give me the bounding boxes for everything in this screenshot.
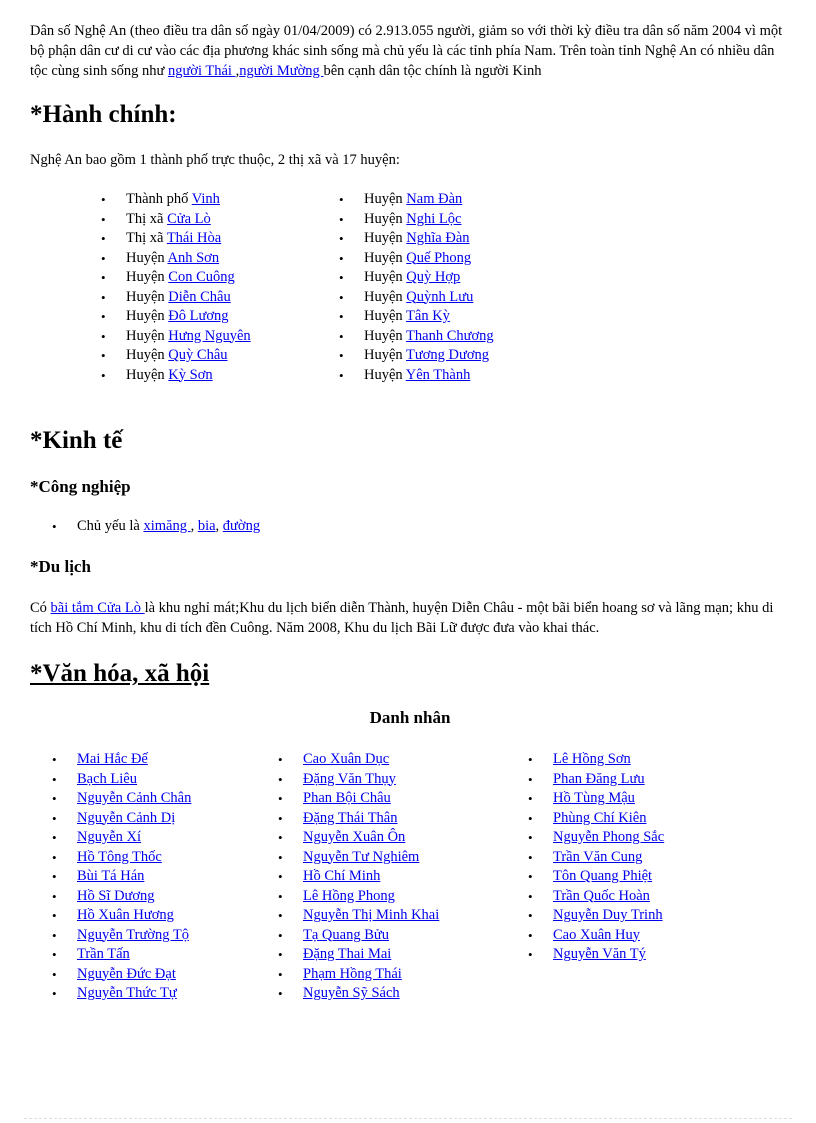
list-item <box>101 346 251 366</box>
list-item <box>528 945 664 965</box>
list-item <box>52 750 191 770</box>
unit-link[interactable]: Thái Hòa <box>166 230 222 246</box>
list-item <box>101 249 251 269</box>
famous-person-link[interactable]: Trần Văn Cung <box>553 848 643 865</box>
famous-person-link[interactable]: Lê Hồng Sơn <box>553 751 631 767</box>
famous-person-link[interactable]: Nguyễn Thức Tự <box>77 985 177 1001</box>
list-item <box>528 906 664 926</box>
link-nguoi-thai[interactable]: người Thái <box>167 63 236 79</box>
list-item <box>278 750 439 770</box>
comma-separator: , <box>215 518 223 534</box>
administration-list-left <box>101 190 251 385</box>
list-item <box>278 926 439 946</box>
unit-type-label: Huyện <box>126 327 169 344</box>
unit-link[interactable]: Quỳ Châu <box>168 347 228 363</box>
famous-person-link[interactable]: Cao Xuân Dục <box>303 751 390 767</box>
population-text: Dân số Nghệ An (theo điều tra dân số ngày 01/04/2009) có 2.913.055 người, giảm so với thời kỳ điều tra dân số năm 2004 vì một bộ phận dân cư di cư vào các địa phương khác sinh sống mà chủ yếu là các tỉnh phía Nam. Trên toàn tỉnh Nghệ An có nhiều dân tộc cùng sinh sống như <box>30 23 783 79</box>
list-item <box>278 906 439 926</box>
unit-link[interactable]: Diễn Châu <box>168 288 231 305</box>
list-item <box>52 965 191 985</box>
unit-type-label: Huyện <box>126 288 169 305</box>
famous-person-link[interactable]: Nguyễn Xí <box>77 829 142 845</box>
unit-type-label: Thị xã <box>126 210 168 227</box>
unit-type-label: Huyện <box>364 308 407 324</box>
list-item <box>278 867 439 887</box>
industry-list <box>52 517 260 537</box>
list-item <box>278 984 439 1004</box>
famous-person-link[interactable]: Bùi Tá Hán <box>77 868 145 884</box>
list-item <box>52 926 191 946</box>
unit-link[interactable]: Anh Sơn <box>167 249 220 266</box>
link-bia[interactable]: bia <box>197 518 216 534</box>
list-item <box>52 828 191 848</box>
unit-type-label: Huyện <box>364 347 407 363</box>
unit-link[interactable]: Vinh <box>191 191 220 207</box>
unit-link[interactable]: Nam Đàn <box>406 191 463 207</box>
unit-link[interactable]: Yên Thành <box>405 366 471 383</box>
famous-person-link[interactable]: Cao Xuân Huy <box>553 926 640 943</box>
famous-person-link[interactable]: Nguyễn Tư Nghiêm <box>303 848 420 865</box>
famous-person-link[interactable]: Hồ Tùng Mậu <box>553 790 635 806</box>
list-item <box>339 288 494 308</box>
unit-type-label: Huyện <box>364 366 406 383</box>
list-item <box>278 770 439 790</box>
heading-tourism: *Du lịch <box>30 557 91 576</box>
famous-people-list-3 <box>528 750 664 965</box>
list-item <box>528 750 664 770</box>
unit-type-label: Huyện <box>364 191 407 207</box>
unit-link[interactable]: Tân Kỳ <box>406 308 450 324</box>
famous-person-link[interactable]: Hồ Chí Minh <box>303 868 381 884</box>
list-item <box>339 229 494 249</box>
list-item <box>528 887 664 907</box>
administration-intro: Nghệ An bao gồm 1 thành phố trực thuộc, 2 thị xã và 17 huyện: <box>30 152 400 168</box>
list-item <box>528 867 664 887</box>
list-item <box>52 848 191 868</box>
famous-person-link[interactable]: Phan Bội Châu <box>303 790 391 806</box>
famous-person-link[interactable]: Hồ Sĩ Dương <box>77 887 155 904</box>
industry-prefix: Chủ yếu là <box>77 518 144 534</box>
list-item <box>528 848 664 868</box>
unit-link[interactable]: Nghĩa Đàn <box>406 230 470 246</box>
famous-person-link[interactable]: Nguyễn Cảnh Dị <box>77 809 176 826</box>
unit-link[interactable]: Con Cuông <box>168 269 235 285</box>
famous-person-link[interactable]: Đặng Văn Thụy <box>303 770 396 787</box>
list-item <box>52 789 191 809</box>
unit-link[interactable]: Tương Dương <box>406 347 490 363</box>
comma-separator: , <box>235 63 240 79</box>
unit-link[interactable]: Quế Phong <box>406 249 472 266</box>
tourism-text: là khu nghỉ mát;Khu du lịch biển diễn Thành, huyện Diễn Châu - một bãi biển hoang sơ và lãng mạn; khu di tích Hồ Chí Minh, khu di tích đền Cuông. Năm 2008, Khu du lịch Bãi Lữ được đưa vào khai thác. <box>30 600 774 636</box>
unit-link[interactable]: Cửa Lò <box>167 210 211 227</box>
link-duong[interactable]: đường <box>222 518 261 534</box>
list-item <box>278 887 439 907</box>
link-ximang[interactable]: ximăng <box>143 518 191 534</box>
list-item <box>278 809 439 829</box>
famous-person-link[interactable]: Lê Hồng Phong <box>303 887 395 904</box>
page-bottom-divider <box>24 1118 792 1119</box>
famous-person-link[interactable]: Trần Quốc Hoàn <box>553 887 650 904</box>
famous-person-link[interactable]: Phùng Chí Kiên <box>553 809 647 826</box>
list-item <box>52 945 191 965</box>
tourism-paragraph <box>30 598 790 638</box>
list-item <box>339 307 494 327</box>
list-item <box>278 945 439 965</box>
list-item <box>528 770 664 790</box>
famous-person-link[interactable]: Tạ Quang Bửu <box>303 926 389 943</box>
list-item <box>52 984 191 1004</box>
famous-person-link[interactable]: Đặng Thái Thân <box>303 809 398 826</box>
famous-person-link[interactable]: Nguyễn Xuân Ôn <box>303 829 406 845</box>
administration-list-right <box>339 190 494 385</box>
famous-people-list-2 <box>278 750 439 1004</box>
famous-person-link[interactable]: Hồ Xuân Hương <box>77 907 174 923</box>
list-item <box>101 229 251 249</box>
unit-type-label: Huyện <box>364 230 407 246</box>
population-text-end: bên cạnh dân tộc chính là người Kinh <box>323 63 542 79</box>
list-item <box>339 268 494 288</box>
famous-people-list-1 <box>52 750 191 1004</box>
famous-person-link[interactable]: Hồ Tông Thốc <box>77 848 162 865</box>
comma-separator: , <box>190 518 198 534</box>
unit-type-label: Huyện <box>364 210 407 227</box>
famous-person-link[interactable]: Trần Tấn <box>77 946 130 962</box>
famous-person-link[interactable]: Nguyễn Thị Minh Khai <box>303 907 440 923</box>
famous-person-link[interactable]: Bạch Liêu <box>77 770 137 787</box>
unit-type-label: Huyện <box>364 269 407 285</box>
list-item <box>528 809 664 829</box>
list-item <box>339 249 494 269</box>
unit-link[interactable]: Kỳ Sơn <box>168 366 213 383</box>
unit-link[interactable]: Đô Lương <box>168 308 229 324</box>
famous-person-link[interactable]: Tôn Quang Phiệt <box>553 868 653 884</box>
list-item <box>278 965 439 985</box>
famous-person-link[interactable]: Phạm Hồng Thái <box>303 965 402 982</box>
list-item <box>278 848 439 868</box>
unit-type-label: Huyện <box>364 288 407 305</box>
list-item <box>101 327 251 347</box>
unit-type-label: Huyện <box>126 269 169 285</box>
list-item <box>101 210 251 230</box>
famous-person-link[interactable]: Nguyễn Trường Tộ <box>77 926 189 943</box>
list-item <box>52 887 191 907</box>
unit-type-label: Thành phố <box>126 191 192 207</box>
famous-person-link[interactable]: Nguyễn Cảnh Chân <box>77 790 192 806</box>
list-item <box>52 517 260 537</box>
famous-person-link[interactable]: Nguyễn Đức Đạt <box>77 965 176 982</box>
list-item <box>339 327 494 347</box>
link-nguoi-muong[interactable]: người Mường <box>239 63 324 79</box>
unit-type-label: Huyện <box>126 347 169 363</box>
list-item <box>52 867 191 887</box>
list-item <box>101 307 251 327</box>
list-item <box>339 210 494 230</box>
heading-industry: *Công nghiệp <box>30 477 131 496</box>
famous-people-title: Danh nhân <box>369 708 451 727</box>
heading-economy: *Kinh tế <box>30 427 123 454</box>
list-item <box>339 190 494 210</box>
unit-type-label: Huyện <box>364 327 407 344</box>
unit-link[interactable]: Hưng Nguyên <box>168 327 251 344</box>
famous-person-link[interactable]: Đặng Thai Mai <box>303 946 392 962</box>
link-bai-tam-cua-lo[interactable]: bãi tắm Cửa Lò <box>50 600 145 616</box>
list-item <box>528 926 664 946</box>
unit-link[interactable]: Quỳ Hợp <box>406 269 461 285</box>
list-item <box>52 906 191 926</box>
tourism-prefix: Có <box>30 600 51 616</box>
heading-culture-society: *Văn hóa, xã hội <box>30 660 210 687</box>
list-item <box>101 366 251 386</box>
famous-person-link[interactable]: Phan Đăng Lưu <box>553 770 645 787</box>
unit-link[interactable]: Quỳnh Lưu <box>406 288 474 305</box>
unit-type-label: Thị xã <box>126 230 167 246</box>
unit-type-label: Huyện <box>126 308 169 324</box>
famous-person-link[interactable]: Nguyễn Sỹ Sách <box>303 985 400 1001</box>
list-item <box>278 789 439 809</box>
list-item <box>52 770 191 790</box>
population-paragraph <box>30 21 790 81</box>
list-item <box>528 828 664 848</box>
famous-person-link[interactable]: Nguyễn Phong Sắc <box>553 829 665 845</box>
list-item <box>339 366 494 386</box>
list-item <box>101 268 251 288</box>
heading-administration: *Hành chính: <box>30 101 177 128</box>
famous-person-link[interactable]: Nguyễn Văn Tý <box>553 946 646 962</box>
unit-link[interactable]: Nghi Lộc <box>406 210 462 227</box>
unit-type-label: Huyện <box>126 366 169 383</box>
list-item <box>101 190 251 210</box>
unit-type-label: Huyện <box>364 249 407 266</box>
famous-person-link[interactable]: Nguyễn Duy Trinh <box>553 907 663 923</box>
famous-person-link[interactable]: Mai Hắc Đế <box>77 751 148 767</box>
unit-type-label: Huyện <box>126 249 168 266</box>
list-item <box>528 789 664 809</box>
list-item <box>52 809 191 829</box>
list-item <box>101 288 251 308</box>
list-item <box>339 346 494 366</box>
list-item <box>278 828 439 848</box>
unit-link[interactable]: Thanh Chương <box>406 327 494 344</box>
